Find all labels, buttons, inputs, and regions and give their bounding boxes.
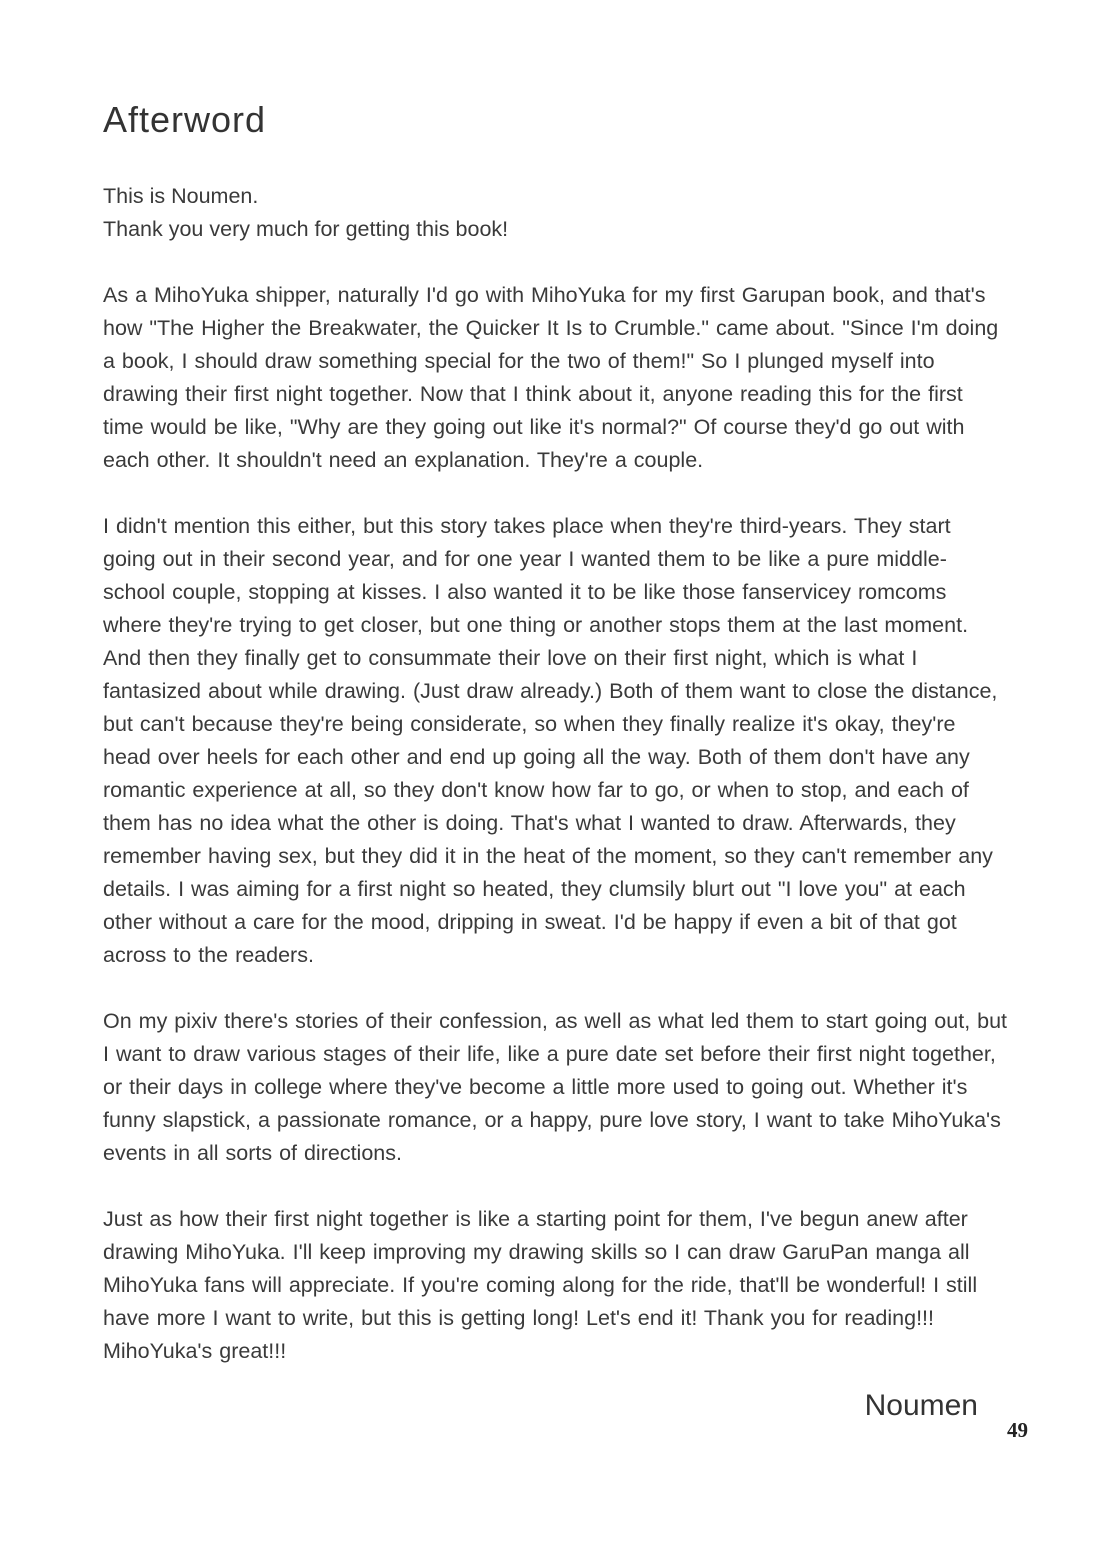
page-number: 49: [1007, 1418, 1028, 1442]
intro-line-2: Thank you very much for getting this book!: [103, 217, 509, 241]
paragraph-closing: Just as how their first night together is like a starting point for them, I've begun anew after drawing MihoYuka. I'll keep improving my drawing skills so I can draw GaruPan manga all MihoYuka fans will appreciate. If you're coming along for the ride, that'll be wonderful! I still have more I want to write, but this is getting long! Let's end it! Thank you for reading!!! MihoYuka's great!!!: [103, 1207, 978, 1363]
paragraph-first-book: As a MihoYuka shipper, naturally I'd go with MihoYuka for my first Garupan book, and that's how "The Higher the Breakwater, the Quicker It Is to Crumble." came about. "Since I'm doing a book, I should draw something special for the two of them!" So I plunged myself into drawing their first night together. Now that I think about it, anyone reading this for the first time would be like, "Why are they going out like it's normal?" Of course they'd go out with each other. It shouldn't need an explanation. They're a couple.: [103, 283, 999, 472]
intro-line-1: This is Noumen.: [103, 184, 259, 208]
intro-block: [103, 180, 1008, 246]
page-title: Afterword: [103, 99, 267, 140]
text-column: [103, 0, 1008, 1424]
paragraph-story-background: I didn't mention this either, but this story takes place when they're third-years. They start going out in their second year, and for one year I wanted them to be like a pure middle-school couple, stopping at kisses. I also wanted it to be like those fanservicey romcoms where they're trying to get closer, but one thing or another stops them at the last moment. And then they finally get to consummate their love on their first night, which is what I fantasized about while drawing. (Just draw already.) Both of them want to close the distance, but can't because they're being considerate, so when they finally realize it's okay, they're head over heels for each other and end up going all the way. Both of them don't have any romantic experience at all, so they don't know how far to go, or when to stop, and each of them has no idea what the other is doing. That's what I wanted to draw. Afterwards, they remember having sex, but they did it in the heat of the moment, so they can't remember any details. I was aiming for a first night so heated, they clumsily blurt out "I love you" at each other without a care for the mood, dripping in sweat. I'd be happy if even a bit of that got across to the readers.: [103, 514, 998, 967]
author-signature: Noumen: [864, 1389, 978, 1422]
paragraph-pixiv-plans: On my pixiv there's stories of their confession, as well as what led them to start going out, but I want to draw various stages of their life, like a pure date set before their first night together, or their days in college where they've become a little more used to going out. Whether it's funny slapstick, a passionate romance, or a happy, pure love story, I want to take MihoYuka's events in all sorts of directions.: [103, 1009, 1008, 1165]
